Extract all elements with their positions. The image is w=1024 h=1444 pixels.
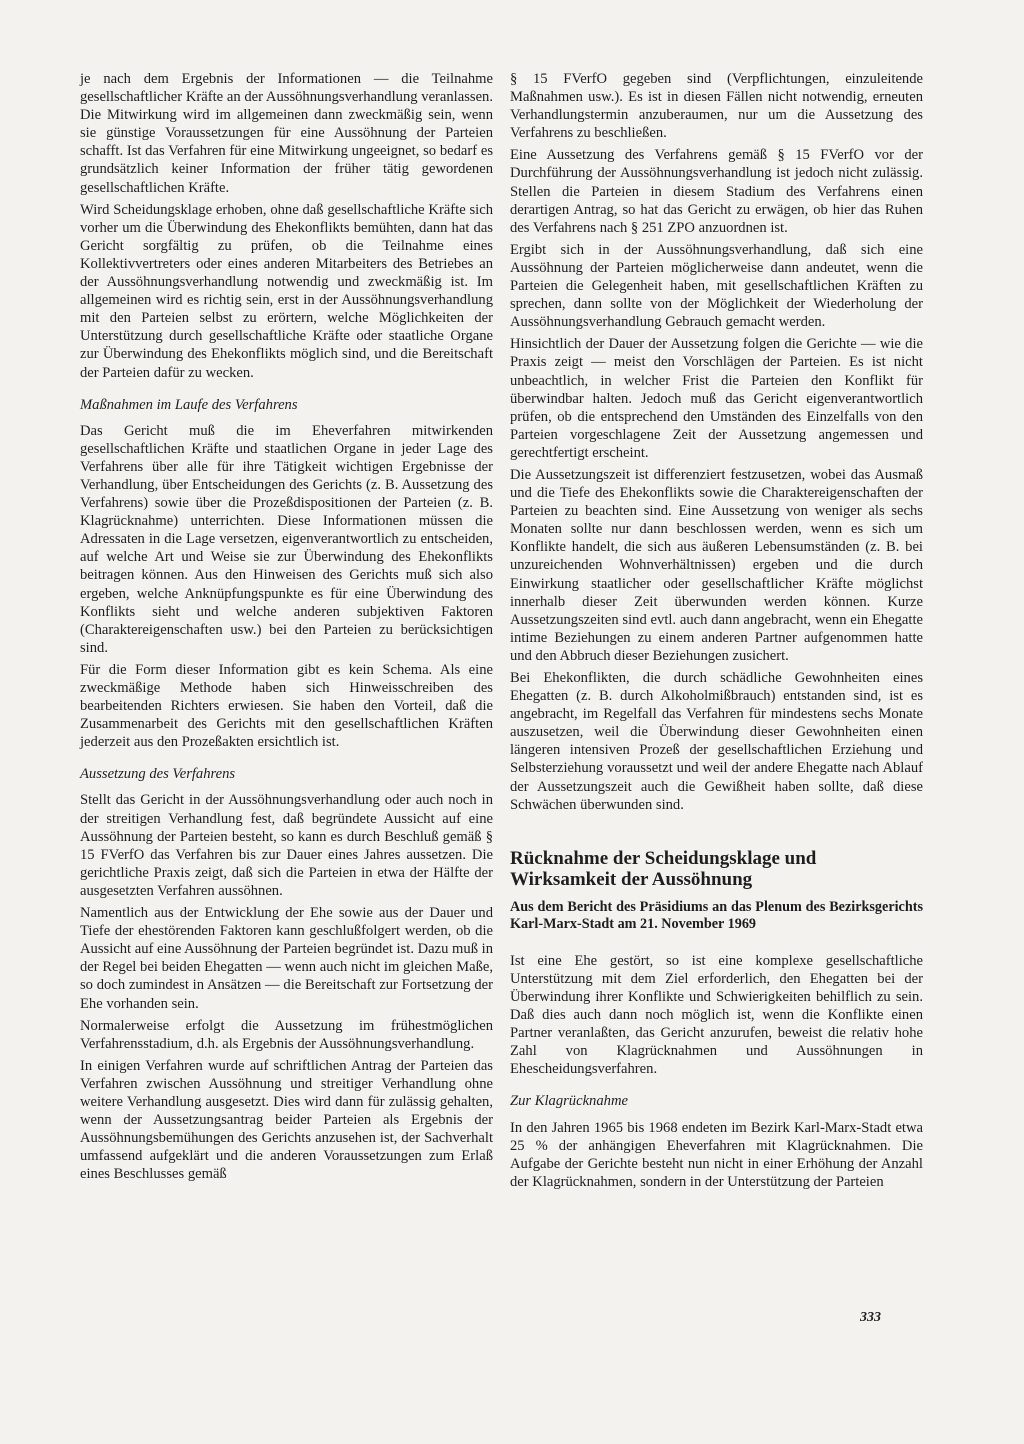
page-number: 333 (860, 1310, 881, 1325)
section-heading: Zur Klagrücknahme (510, 1093, 628, 1110)
paragraph: Die Aussetzungszeit ist differenziert festzusetzen, wobei das Ausmaß und die Tiefe des Ehekonflikts sowie die Charaktereigenschaften der Parteien zu beachten sind. Eine Aussetzung von weniger als sechs Monaten sollte nur dann beschlossen werden, wenn es sich um Konflikte handelt, die sich aus äußeren Lebensumständen (z. B. bei unzureichenden Wohnverhältnissen) ergeben und die durch Einwirkung staatlicher oder gesellschaftlicher Kräfte möglichst innerhalb dieser Zeit überwunden werden können. Kurze Aussetzungszeiten sind evtl. auch dann angebracht, wenn ein Ehegatte intime Beziehungen zu einem anderen Partner aufgenommen hatte und den Abbruch dieser Beziehungen zusichert. (510, 466, 923, 664)
article-title: Rücknahme der Scheidungsklage und Wirksamkeit der Aussöhnung (510, 847, 817, 890)
paragraph: Hinsichtlich der Dauer der Aussetzung folgen die Gerichte — wie die Praxis zeigt — meist den Vorschlägen der Parteien. Es ist nicht unbeachtlich, in welcher Frist die Parteien den Konflikt für überwindbar halten. Jedoch muß das Gericht eigenverantwortlich prüfen, ob die entsprechend den Umständen des Einzelfalls von den Parteien vorgeschlagene Zeit der Aussetzung angemessen und gerechtfertigt erscheint. (510, 336, 923, 461)
paragraph: Ist eine Ehe gestört, so ist eine komplexe gesellschaftliche Unterstützung mit dem Ziel erforderlich, den Ehegatten bei der Überwindung ihrer Konflikte und Schwierigkeiten behilflich zu sein. Daß dies auch dann noch möglich ist, wenn die Konflikte einen Partner veranlaßten, das Gericht anzurufen, beweist die relativ hohe Zahl von Klagrücknahmen und Aussöhnungen in Ehescheidungsverfahren. (510, 952, 923, 1078)
paragraph: Normalerweise erfolgt die Aussetzung im frühestmöglichen Verfahrensstadium, d.h. als Ergebnis der Aussöhnungsverhandlung. (80, 1017, 493, 1052)
paragraph: Eine Aussetzung des Verfahrens gemäß § 15 FVerfO vor der Durchführung der Aussöhnungsverhandlung ist jedoch nicht zulässig. Stellen die Parteien in diesem Stadium des Verfahrens einen derartigen Antrag, so hat das Gericht zu erwägen, ob hier das Ruhen des Verfahrens nach § 251 ZPO anzuordnen ist. (510, 147, 923, 236)
paragraph: Wird Scheidungsklage erhoben, ohne daß gesellschaftliche Kräfte sich vorher um die Überwindung des Ehekonflikts bemühten, dann hat das Gericht sorgfältig zu prüfen, ob die Teilnahme eines Kollektivvertreters oder eines anderen Mitarbeiters des Betriebes an der Aussöhnungsverhandlung notwendig und zweckmäßig ist. Im allgemeinen wird es richtig sein, erst in der Aussöhnungsverhandlung mit den Parteien selbst zu erörtern, welche Möglichkeiten der Unterstützung durch gesellschaftliche Kräfte oder staatliche Organe zur Überwindung des Ehekonflikts möglich sind, und die Bereitschaft der Parteien dafür zu wecken. (80, 201, 493, 381)
article-source: Aus dem Bericht des Präsidiums an das Plenum des Bezirksgerichts Karl-Marx-Stadt am 21. November 1969 (510, 898, 923, 933)
paragraph: Stellt das Gericht in der Aussöhnungsverhandlung oder auch noch in der streitigen Verhandlung fest, daß begründete Aussicht auf eine Aussöhnung der Parteien besteht, so kann es durch Beschluß gemäß § 15 FVerfO das Verfahren bis zur Dauer eines Jahres aussetzen. Die gerichtliche Praxis zeigt, daß sich die Parteien in etwa der Hälfte der ausgesetzten Verfahren aussöhnen. (80, 792, 493, 899)
left-column (80, 70, 493, 1187)
section-heading: Maßnahmen im Laufe des Verfahrens (80, 396, 298, 413)
paragraph: Namentlich aus der Entwicklung der Ehe sowie aus der Dauer und Tiefe der ehestörenden Faktoren kann geschlußfolgert werden, ob die Aussicht auf eine Aussöhnung der Parteien begründet ist. Dazu muß in der Regel bei beiden Ehegatten — wenn auch nicht im gleichen Maße, so doch zumindest in Ansätzen — die Bereitschaft zur Fortsetzung der Ehe vorhanden sein. (80, 905, 493, 1012)
paragraph: Für die Form dieser Information gibt es kein Schema. Als eine zweckmäßige Methode haben sich Hinweisschreiben des bearbeitenden Richters erwiesen. Sie haben den Vorteil, daß die Zusammenarbeit des Gerichts mit den gesellschaftlichen Kräften jederzeit aus den Prozeßakten ersichtlich ist. (80, 661, 493, 751)
paragraph: § 15 FVerfO gegeben sind (Verpflichtungen, einzuleitende Maßnahmen usw.). Es ist in diesen Fällen nicht notwendig, erneuten Verhandlungstermin anzuberaumen, nur um die Aussetzung des Verfahrens zu beschließen. (510, 71, 923, 142)
paragraph: Das Gericht muß die im Eheverfahren mitwirkenden gesellschaftlichen Kräfte und staatlichen Organe in jeder Lage des Verfahrens über alle für ihre Tätigkeit wichtigen Ergebnisse der Verhandlung, über Entscheidungen des Gerichts (z. B. Aussetzung des Verfahrens) sowie über die Prozeßdispositionen der Parteien (z. B. Klagrücknahme) unterrichten. Diese Informationen müssen die Adressaten in die Lage versetzen, eigenverantwortlich zu entscheiden, auf welche Art und Weise sie zur Überwindung des Ehekonflikts beitragen können. Aus den Hinweisen des Gerichts muß sich also ergeben, welche Anknüpfungspunkte es für eine Überwindung des Konflikts sieht und welche anderen subjektiven Faktoren (Charaktereigenschaften usw.) bei den Parteien zu berücksichtigen sind. (80, 422, 493, 656)
paragraph: je nach dem Ergebnis der Informationen — die Teilnahme gesellschaftlicher Kräfte an der Aussöhnungsverhandlung veranlassen. Die Mitwirkung wird im allgemeinen dann zweckmäßig sein, wenn sie günstige Voraussetzungen für eine Aussöhnung der Parteien schafft. Ist das Verfahren für eine Mitwirkung ungeeignet, so bedarf es grundsätzlich keiner Information der früher tätig gewordenen gesellschaftlichen Kräfte. (80, 71, 493, 196)
paragraph: In den Jahren 1965 bis 1968 endeten im Bezirk Karl-Marx-Stadt etwa 25 % der anhängigen Eheverfahren mit Klagrücknahmen. Die Aufgabe der Gerichte besteht nun nicht in einer Erhöhung der Anzahl der Klagrücknahmen, sondern in der Unterstützung der Parteien (510, 1119, 923, 1190)
right-column (510, 70, 923, 1195)
paragraph: Bei Ehekonflikten, die durch schädliche Gewohnheiten eines Ehegatten (z. B. durch Alkoholmißbrauch) entstanden sind, ist es angebracht, im Regelfall das Verfahren für mindestens sechs Monate auszusetzen, weil die Überwindung dieser Gewohnheiten einen längeren intensiven Prozeß der gesellschaftlichen Erziehung und Selbsterziehung voraussetzt und weil der andere Ehegatte nach Ablauf der Aussetzungszeit auch die Gewißheit haben sollte, daß diese Schwächen überwunden sind. (510, 670, 923, 813)
paragraph: Ergibt sich in der Aussöhnungsverhandlung, daß sich eine Aussöhnung der Parteien möglicherweise dann andeutet, wenn die Parteien die Gelegenheit haben, mit gesellschaftlichen Kräften zu sprechen, dann sollte von der Möglichkeit der Wiederholung der Aussöhnungsverhandlung Gebrauch gemacht werden. (510, 241, 923, 331)
paragraph: In einigen Verfahren wurde auf schriftlichen Antrag der Parteien das Verfahren zwischen Aussöhnung und streitiger Verhandlung ohne weitere Verhandlung ausgesetzt. Dies wird dann für zulässig gehalten, wenn der Aussetzungsantrag beider Parteien als Ergebnis der Aussöhnungsbemühungen des Gerichts anzusehen ist, der Sachverhalt umfassend aufgeklärt und die anderen Voraussetzungen zum Erlaß eines Beschlusses gemäß (80, 1057, 493, 1183)
section-heading: Aussetzung des Verfahrens (80, 766, 236, 783)
